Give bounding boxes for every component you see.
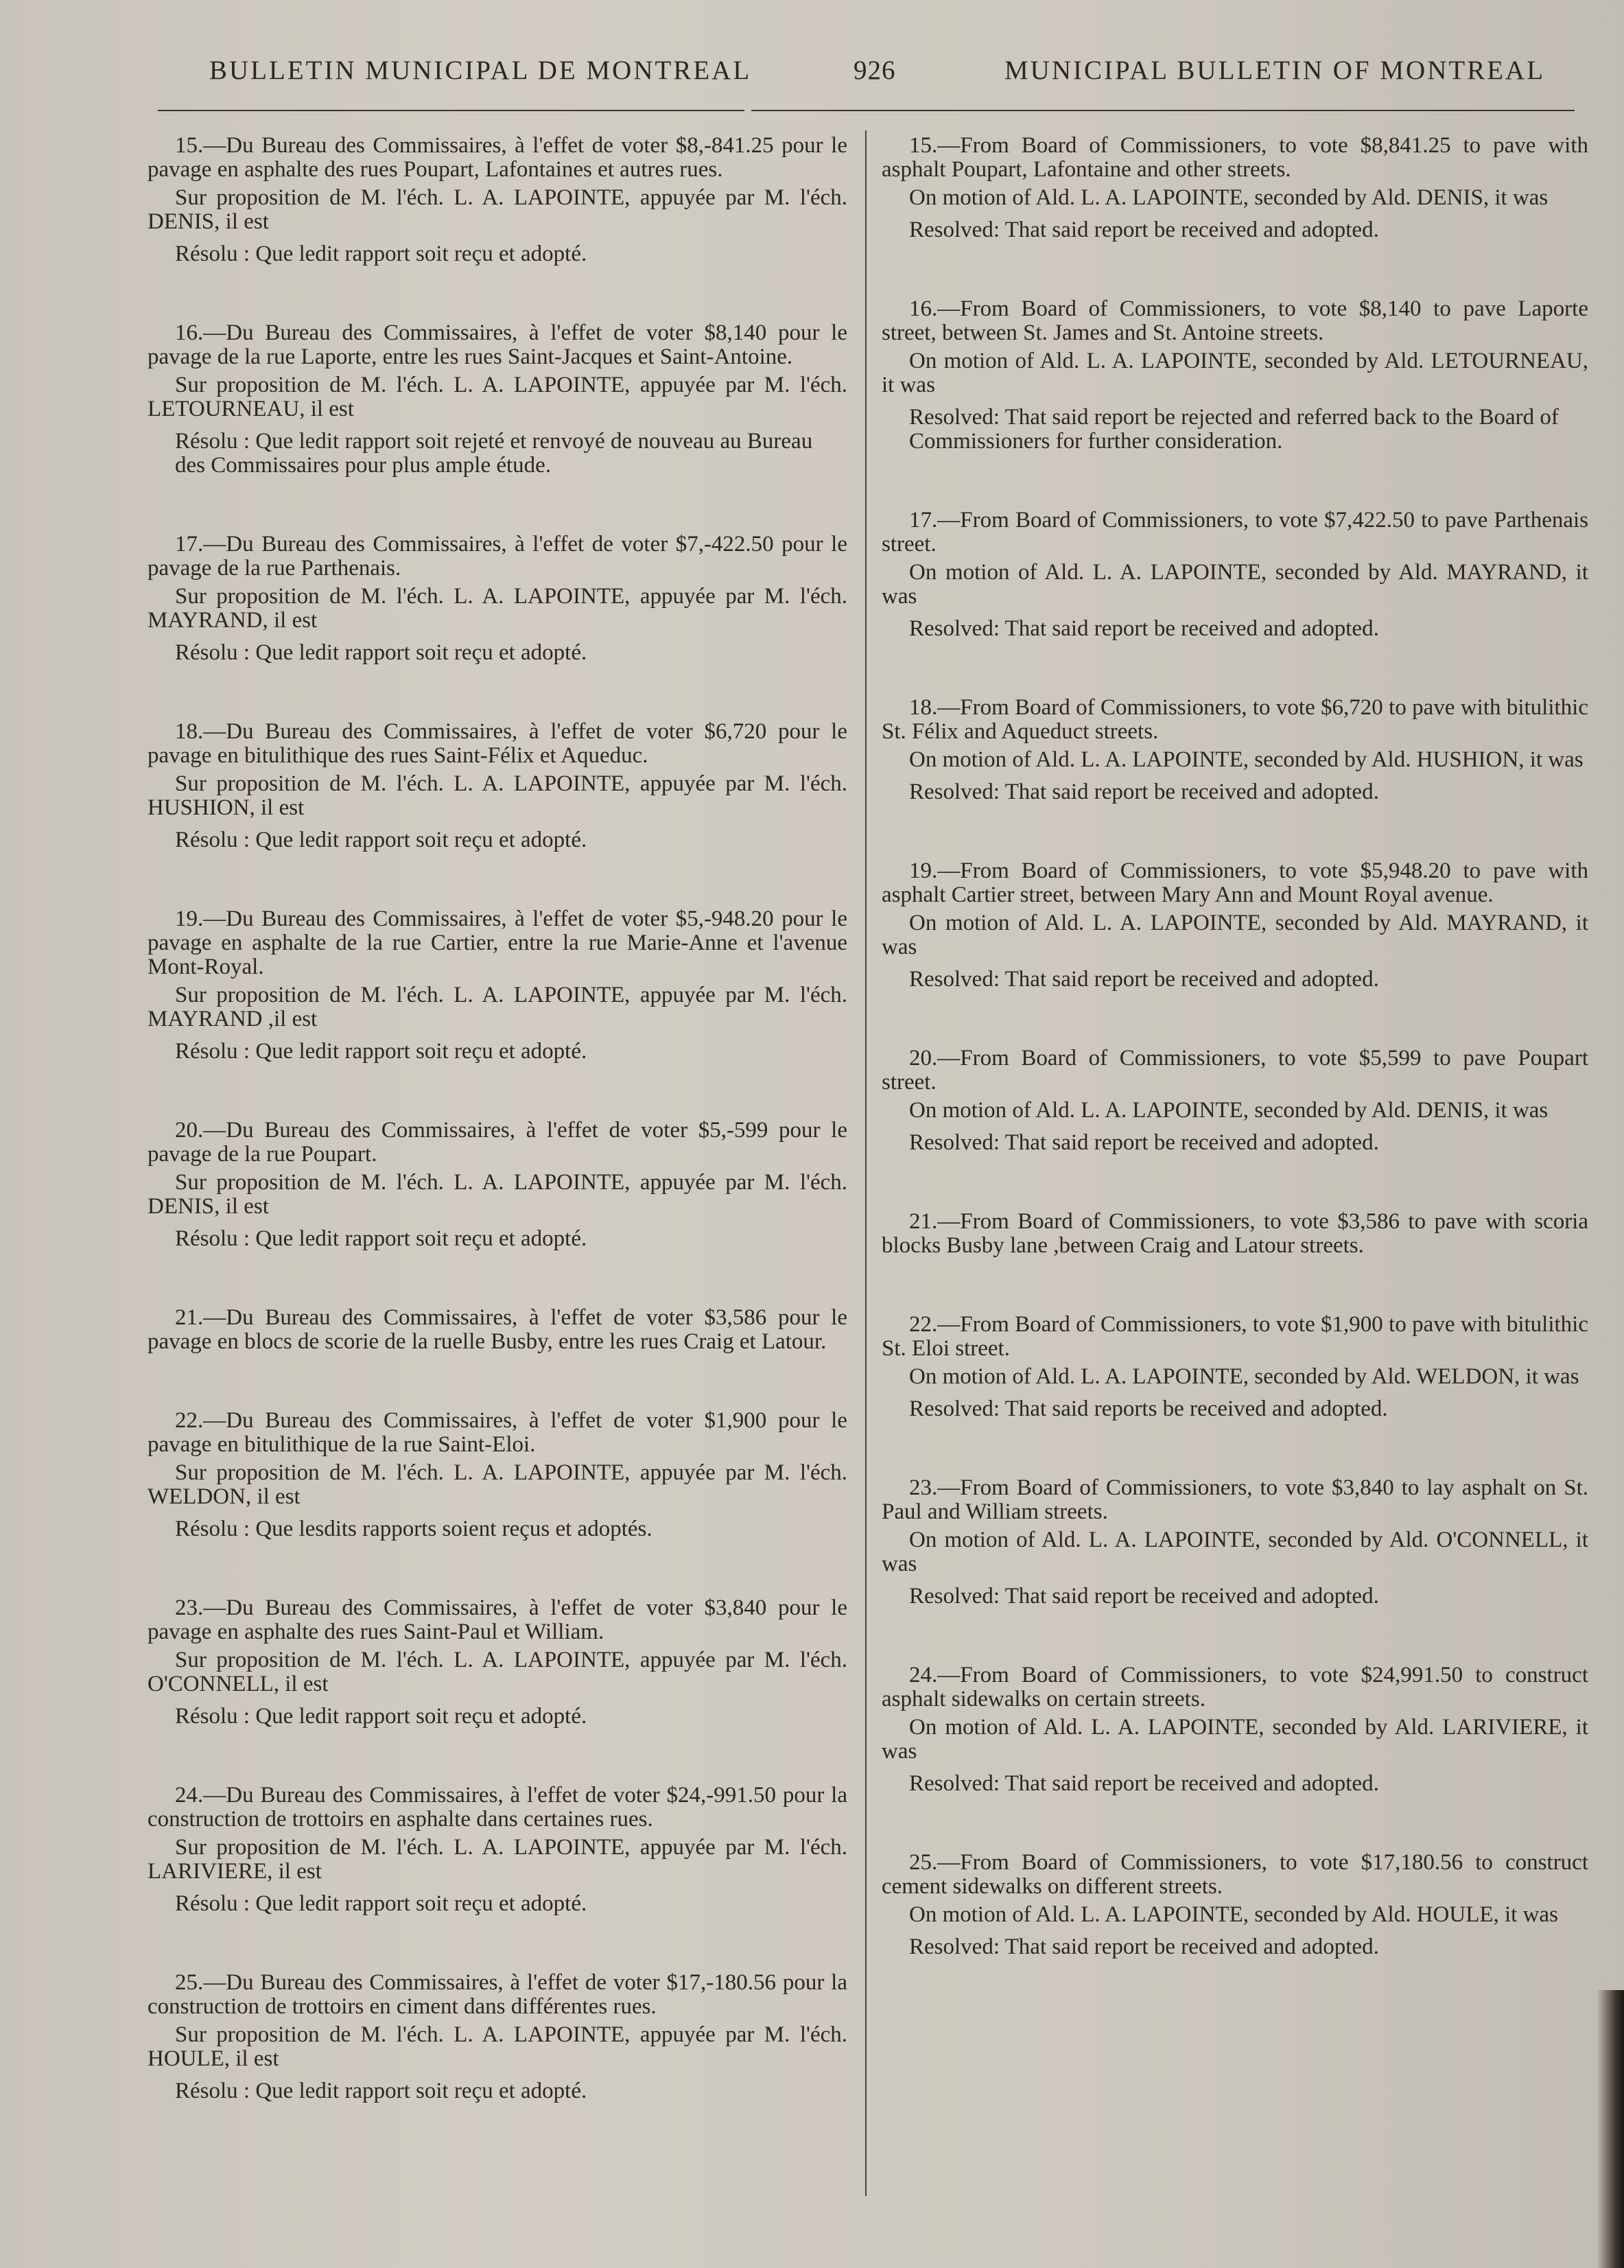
french-entry-motion-text: Sur proposition de M. l'éch. L. A. LAPOINTE, appuyée par M. l'éch. WELDON, il est [148, 1460, 847, 1509]
french-entry-motion-text: Sur proposition de M. l'éch. L. A. LAPOINTE, appuyée par M. l'éch. O'CONNELL, il est [148, 1648, 847, 1696]
english-entry-motion-text: On motion of Ald. L. A. LAPOINTE, seconded by Ald. DENIS, it was [909, 185, 1549, 210]
english-entry-motion-text: On motion of Ald. L. A. LAPOINTE, seconded by Ald. MAYRAND, it was [882, 560, 1588, 609]
french-entry-head-text: 19.—Du Bureau des Commissaires, à l'effet de voter $5,-948.20 pour le pavage en asphalte de la rue Cartier, entre la rue Marie-Anne et l'avenue Mont-Royal. [148, 907, 847, 979]
english-entry-item-7 [882, 1313, 1588, 1421]
english-entry-resolution-text: Resolved: That said report be received and adopted. [909, 1584, 1379, 1609]
french-entry-resolution-text: Résolu : Que ledit rapport soit reçu et adopté. [175, 828, 587, 852]
english-entry-motion-text: On motion of Ald. L. A. LAPOINTE, seconded by Ald. O'CONNELL, it was [882, 1528, 1588, 1576]
french-entry-head-text: 21.—Du Bureau des Commissaires, à l'effet de voter $3,586 pour le pavage en blocs de scorie de la ruelle Busby, entre les rues Craig et Latour. [148, 1305, 847, 1354]
english-entry-head-text: 19.—From Board of Commissioners, to vote $5,948.20 to pave with asphalt Cartier street, between Mary Ann and Mount Royal avenue. [882, 858, 1588, 907]
french-entry-resolution-text: Résolu : Que lesdits rapports soient reçus et adoptés. [175, 1517, 652, 1541]
french-entry-head-text: 24.—Du Bureau des Commissaires, à l'effet de voter $24,-991.50 pour la construction de trottoirs en asphalte dans certaines rues. [148, 1783, 847, 1832]
french-entry-item-1 [148, 321, 847, 478]
english-entry-motion-text: On motion of Ald. L. A. LAPOINTE, seconded by Ald. WELDON, it was [909, 1364, 1579, 1389]
french-entry-head-text: 15.—Du Bureau des Commissaires, à l'effet de voter $8,-841.25 pour le pavage en asphalte des rues Poupart, Lafontaines et autres rues. [148, 133, 847, 182]
french-entry-item-5 [148, 1119, 847, 1251]
english-entry-head-text: 21.—From Board of Commissioners, to vote $3,586 to pave with scoria blocks Busby lane ,between Craig and Latour streets. [882, 1209, 1588, 1258]
french-entry-resolution-text: Résolu : Que ledit rapport soit reçu et adopté. [175, 2079, 587, 2103]
header-rule-right [751, 110, 1575, 111]
french-entry-resolution-text: Résolu : Que ledit rapport soit reçu et adopté. [175, 1704, 587, 1729]
french-entry-resolution-text: Résolu : Que ledit rapport soit reçu et adopté. [175, 1891, 587, 1916]
english-entry-item-5 [882, 1047, 1588, 1155]
english-entry-resolution-text: Resolved: That said report be received and adopted. [909, 218, 1379, 242]
english-entry-head-text: 18.—From Board of Commissioners, to vote $6,720 to pave with bitulithic St. Félix and Aqueduct streets. [882, 695, 1588, 744]
english-entry-motion-text: On motion of Ald. L. A. LAPOINTE, seconded by Ald. LARIVIERE, it was [882, 1715, 1588, 1764]
french-entry-head-text: 23.—Du Bureau des Commissaires, à l'effet de voter $3,840 pour le pavage en asphalte des rues Saint-Paul et William. [148, 1595, 847, 1644]
french-entry-item-10 [148, 1971, 847, 2103]
french-entry-motion-text: Sur proposition de M. l'éch. L. A. LAPOINTE, appuyée par M. l'éch. HOULE, il est [148, 2022, 847, 2071]
french-entry-motion-text: Sur proposition de M. l'éch. L. A. LAPOINTE, appuyée par M. l'éch. MAYRAND ,il est [148, 983, 847, 1031]
running-header [0, 55, 1624, 96]
english-entry-item-8 [882, 1476, 1588, 1609]
french-entry-item-2 [148, 533, 847, 665]
english-entry-resolution-text: Resolved: That said reports be received and adopted. [909, 1396, 1388, 1421]
english-entry-resolution-text: Resolved: That said report be rejected and referred back to the Board of Commissioners for further consideration. [909, 405, 1559, 454]
french-entry-head-text: 16.—Du Bureau des Commissaires, à l'effet de voter $8,140 pour le pavage de la rue Laporte, entre les rues Saint-Jacques et Saint-Antoine. [148, 320, 847, 369]
french-entry-head-text: 20.—Du Bureau des Commissaires, à l'effet de voter $5,-599 pour le pavage de la rue Poupart. [148, 1118, 847, 1167]
english-entry-item-3 [882, 696, 1588, 804]
column-divider [865, 130, 867, 2196]
french-entry-resolution-text: Résolu : Que ledit rapport soit reçu et adopté. [175, 242, 587, 266]
french-entry-head-text: 25.—Du Bureau des Commissaires, à l'effet de voter $17,-180.56 pour la construction de trottoirs en ciment dans différentes rues. [148, 1970, 847, 2019]
french-entry-resolution-text: Résolu : Que ledit rapport soit rejeté et renvoyé de nouveau au Bureau des Commissaires pour plus ample étude. [175, 429, 813, 478]
english-entry-head-text: 23.—From Board of Commissioners, to vote $3,840 to lay asphalt on St. Paul and William streets. [882, 1475, 1588, 1524]
english-entry-resolution-text: Resolved: That said report be received and adopted. [909, 1934, 1379, 1959]
french-entry-motion-text: Sur proposition de M. l'éch. L. A. LAPOINTE, appuyée par M. l'éch. DENIS, il est [148, 1170, 847, 1219]
french-entry-item-0 [148, 134, 847, 266]
french-entry-motion-text: Sur proposition de M. l'éch. L. A. LAPOINTE, appuyée par M. l'éch. HUSHION, il est [148, 771, 847, 820]
header-rule-left [158, 110, 744, 111]
english-entry-resolution-text: Resolved: That said report be received and adopted. [909, 780, 1379, 804]
french-entry-item-6 [148, 1306, 847, 1354]
english-entry-item-6 [882, 1210, 1588, 1258]
english-entry-item-0 [882, 134, 1588, 242]
french-column [148, 134, 847, 2158]
english-entry-head-text: 22.—From Board of Commissioners, to vote $1,900 to pave with bitulithic St. Eloi street. [882, 1312, 1588, 1361]
french-entry-item-9 [148, 1784, 847, 1916]
english-entry-head-text: 16.—From Board of Commissioners, to vote $8,140 to pave Laporte street, between St. James and St. Antoine streets. [882, 296, 1588, 345]
english-entry-head-text: 15.—From Board of Commissioners, to vote $8,841.25 to pave with asphalt Poupart, Lafontaine and other streets. [882, 133, 1588, 182]
english-entry-head-text: 24.—From Board of Commissioners, to vote $24,991.50 to construct asphalt sidewalks on certain streets. [882, 1663, 1588, 1711]
french-entry-item-4 [148, 907, 847, 1064]
english-entry-head-text: 25.—From Board of Commissioners, to vote $17,180.56 to construct cement sidewalks on different streets. [882, 1850, 1588, 1899]
header-english-title: MUNICIPAL BULLETIN OF MONTREAL [1004, 56, 1546, 85]
english-entry-motion-text: On motion of Ald. L. A. LAPOINTE, seconded by Ald. LETOURNEAU, it was [882, 349, 1588, 397]
french-entry-head-text: 18.—Du Bureau des Commissaires, à l'effet de voter $6,720 pour le pavage en bitulithique des rues Saint-Félix et Aqueduc. [148, 719, 847, 768]
french-entry-motion-text: Sur proposition de M. l'éch. L. A. LAPOINTE, appuyée par M. l'éch. LARIVIERE, il est [148, 1835, 847, 1884]
english-entry-item-9 [882, 1663, 1588, 1796]
english-entry-motion-text: On motion of Ald. L. A. LAPOINTE, seconded by Ald. DENIS, it was [909, 1098, 1549, 1123]
french-entry-head-text: 17.—Du Bureau des Commissaires, à l'effet de voter $7,-422.50 pour le pavage de la rue Parthenais. [148, 532, 847, 581]
english-entry-item-10 [882, 1851, 1588, 1959]
english-entry-resolution-text: Resolved: That said report be received and adopted. [909, 616, 1379, 641]
english-column [882, 134, 1588, 2014]
english-entry-resolution-text: Resolved: That said report be received and adopted. [909, 1771, 1379, 1796]
french-entry-head-text: 22.—Du Bureau des Commissaires, à l'effet de voter $1,900 pour le pavage en bitulithique de la rue Saint-Eloi. [148, 1408, 847, 1457]
french-entry-motion-text: Sur proposition de M. l'éch. L. A. LAPOINTE, appuyée par M. l'éch. MAYRAND, il est [148, 584, 847, 633]
english-entry-motion-text: On motion of Ald. L. A. LAPOINTE, seconded by Ald. HUSHION, it was [909, 747, 1584, 772]
french-entry-item-3 [148, 720, 847, 852]
french-entry-item-7 [148, 1409, 847, 1541]
english-entry-motion-text: On motion of Ald. L. A. LAPOINTE, seconded by Ald. MAYRAND, it was [882, 911, 1588, 959]
french-entry-resolution-text: Résolu : Que ledit rapport soit reçu et adopté. [175, 1039, 587, 1064]
french-entry-resolution-text: Résolu : Que ledit rapport soit reçu et adopté. [175, 640, 587, 665]
english-entry-head-text: 20.—From Board of Commissioners, to vote $5,599 to pave Poupart street. [882, 1046, 1588, 1095]
english-entry-resolution-text: Resolved: That said report be received and adopted. [909, 1130, 1379, 1155]
french-entry-item-8 [148, 1596, 847, 1729]
english-entry-head-text: 17.—From Board of Commissioners, to vote $7,422.50 to pave Parthenais street. [882, 508, 1588, 557]
english-entry-item-2 [882, 508, 1588, 641]
header-french-title: BULLETIN MUNICIPAL DE MONTREAL [209, 56, 752, 85]
binding-shadow [1597, 1990, 1624, 2268]
english-entry-resolution-text: Resolved: That said report be received and adopted. [909, 967, 1379, 992]
french-entry-motion-text: Sur proposition de M. l'éch. L. A. LAPOINTE, appuyée par M. l'éch. LETOURNEAU, il est [148, 373, 847, 421]
english-entry-item-4 [882, 859, 1588, 992]
english-entry-motion-text: On motion of Ald. L. A. LAPOINTE, seconded by Ald. HOULE, it was [909, 1902, 1558, 1927]
french-entry-motion-text: Sur proposition de M. l'éch. L. A. LAPOINTE, appuyée par M. l'éch. DENIS, il est [148, 185, 847, 234]
french-entry-resolution-text: Résolu : Que ledit rapport soit reçu et adopté. [175, 1226, 587, 1251]
page-number: 926 [854, 56, 896, 85]
english-entry-item-1 [882, 297, 1588, 454]
